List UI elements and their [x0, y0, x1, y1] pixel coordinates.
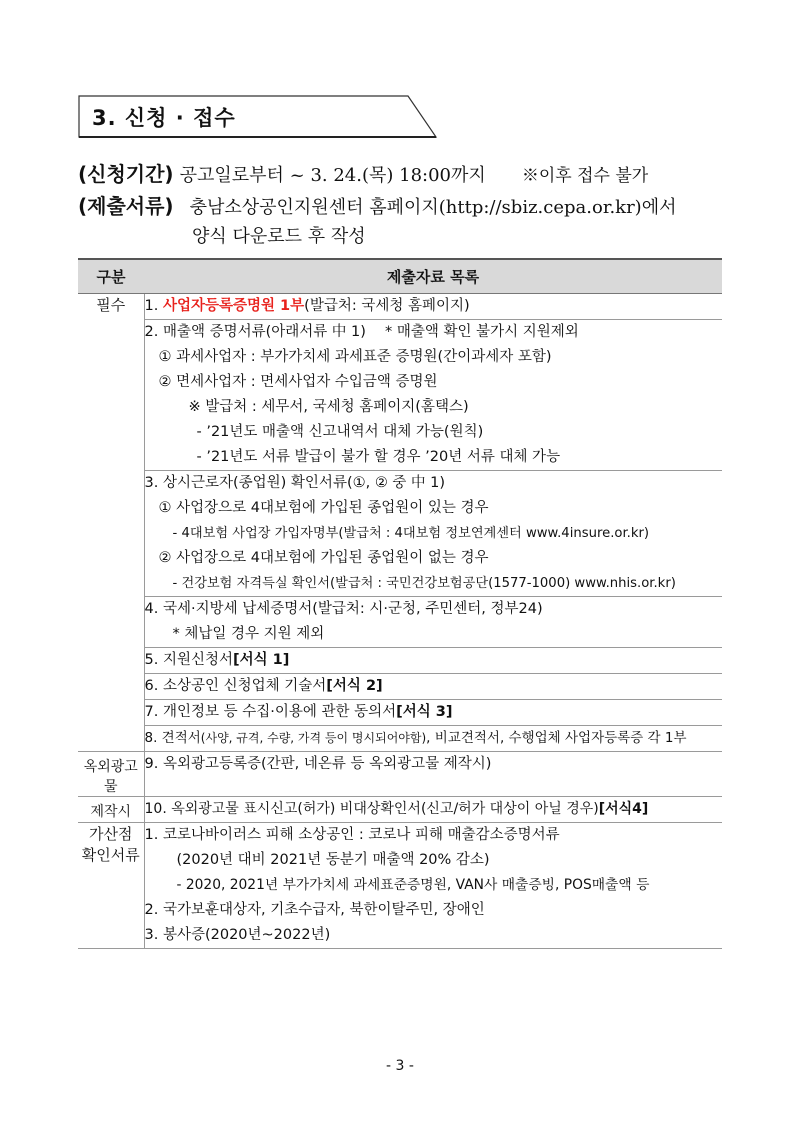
table-row [78, 700, 722, 726]
item-3-line: ① 사업장으로 4대보험에 가입된 종업원이 있는 경우 [158, 500, 489, 516]
item-7 [144, 700, 722, 726]
item-bonus-line: (2020년 대비 2021년 동분기 매출액 20% 감소) [176, 852, 490, 868]
item-1 [144, 294, 722, 320]
table-row [78, 320, 722, 471]
item-2-line: ① 과세사업자 : 부가가치세 과세표준 증명원(간이과세자 포함) [158, 349, 552, 365]
item-4-line: * 체납일 경우 지원 제외 [172, 626, 325, 642]
item-bonus-line: - 2020, 2021년 부가가치세 과세표준증명원, VAN사 매출증빙, POS매출액 등 [176, 877, 650, 893]
documents-table [78, 258, 722, 949]
item-bonus-line: 2. 국가보훈대상자, 기초수급자, 북한이탈주민, 장애인 [144, 902, 485, 918]
category-required: 필수 [78, 294, 144, 752]
submission-documents [78, 190, 677, 219]
item-8 [144, 726, 722, 752]
item-3-line: - 건강보험 자격득실 확인서(발급처 : 국민건강보험공단(1577-1000) www.nhis.or.kr) [172, 576, 676, 591]
item-2-line: ※ 발급처 : 세무서, 국세청 홈페이지(홈택스) [188, 399, 469, 415]
table-row [78, 294, 722, 320]
section-header [78, 95, 438, 139]
table-row [78, 471, 722, 597]
item-1-suffix: (발급처: 국세청 홈페이지) [304, 298, 470, 314]
item-8-prefix: 8. 견적서 [144, 730, 201, 746]
category-bonus-line1: 가산점 [89, 825, 133, 843]
item-4-line: 4. 국세·지방세 납세증명서(발급처: 시·군청, 주민센터, 정부24) [144, 601, 543, 617]
item-7-form: [서식 3] [396, 704, 453, 720]
table-row [78, 648, 722, 674]
item-3 [144, 471, 722, 597]
page-number: - 3 - [386, 1058, 414, 1074]
category-outdoor-line2: 제작시 [78, 797, 144, 823]
category-outdoor-line1: 옥외광고물 [78, 752, 144, 797]
item-1-highlight: 사업자등록증명원 1부 [162, 298, 305, 314]
table-row [78, 823, 722, 949]
documents-line2: 양식 다운로드 후 작성 [192, 226, 366, 247]
table-row [78, 726, 722, 752]
period-text: 공고일로부터 ~ 3. 24.(목) 18:00까지 [179, 165, 486, 186]
item-bonus [144, 823, 722, 949]
item-2-line: - ’21년도 서류 발급이 불가 할 경우 ’20년 서류 대체 가능 [196, 449, 561, 465]
item-7-text: 7. 개인정보 등 수집·이용에 관한 동의서 [144, 704, 397, 720]
item-6-text: 6. 소상공인 신청업체 기술서 [144, 678, 327, 694]
item-bonus-line: 1. 코로나바이러스 피해 소상공인 : 코로나 피해 매출감소증명서류 [144, 827, 560, 843]
item-9: 9. 옥외광고등록증(간판, 네온류 등 옥외광고물 제작시) [144, 752, 722, 797]
table-row [78, 597, 722, 648]
item-2 [144, 320, 722, 471]
table-row [78, 752, 722, 797]
documents-line1: 충남소상공인지원센터 홈페이지(http://sbiz.cepa.or.kr)에서 [189, 197, 677, 218]
item-6-form: [서식 2] [326, 678, 383, 694]
header-category: 구분 [78, 259, 144, 294]
item-5-form: [서식 1] [232, 652, 290, 668]
item-5 [144, 648, 722, 674]
item-8-small: (사양, 규격, 수량, 가격 등이 명시되어야함) [200, 731, 427, 745]
application-period [78, 158, 648, 187]
table-row [78, 797, 722, 823]
item-10-form: [서식4] [598, 801, 649, 817]
item-3-line: ② 사업장으로 4대보험에 가입된 종업원이 없는 경우 [158, 550, 489, 566]
documents-line2-wrap [192, 222, 366, 248]
item-10-text: 10. 옥외광고물 표시신고(허가) 비대상확인서(신고/허가 대상이 아닐 경우) [144, 801, 599, 817]
item-5-text: 5. 지원신청서 [144, 652, 233, 668]
documents-label: (제출서류) [78, 194, 174, 218]
item-8-suffix: , 비교견적서, 수행업체 사업자등록증 각 1부 [426, 730, 687, 746]
item-bonus-line: 3. 봉사증(2020년~2022년) [144, 927, 331, 943]
header-list: 제출자료 목록 [144, 259, 722, 294]
item-3-line: 3. 상시근로자(종업원) 확인서류(①, ② 중 中 1) [144, 475, 446, 491]
item-10 [144, 797, 722, 823]
table-header-row [78, 259, 722, 294]
section-title: 3. 신청 · 접수 [92, 106, 236, 130]
item-2-line: ② 면세사업자 : 면세사업자 수입금액 증명원 [158, 374, 438, 390]
category-bonus-line2: 확인서류 [81, 846, 140, 864]
period-label: (신청기간) [78, 162, 174, 186]
item-2-line: 2. 매출액 증명서류(아래서류 中 1) * 매출액 확인 불가시 지원제외 [144, 324, 579, 340]
item-3-line: - 4대보험 사업장 가입자명부(발급처 : 4대보험 정보연계센터 www.4insure.or.kr) [172, 526, 650, 541]
period-note: ※이후 접수 불가 [521, 166, 649, 186]
item-6 [144, 674, 722, 700]
item-1-prefix: 1. [144, 298, 163, 314]
item-2-line: - ’21년도 매출액 신고내역서 대체 가능(원칙) [196, 424, 484, 440]
category-bonus [78, 823, 144, 949]
table-row [78, 674, 722, 700]
item-4 [144, 597, 722, 648]
